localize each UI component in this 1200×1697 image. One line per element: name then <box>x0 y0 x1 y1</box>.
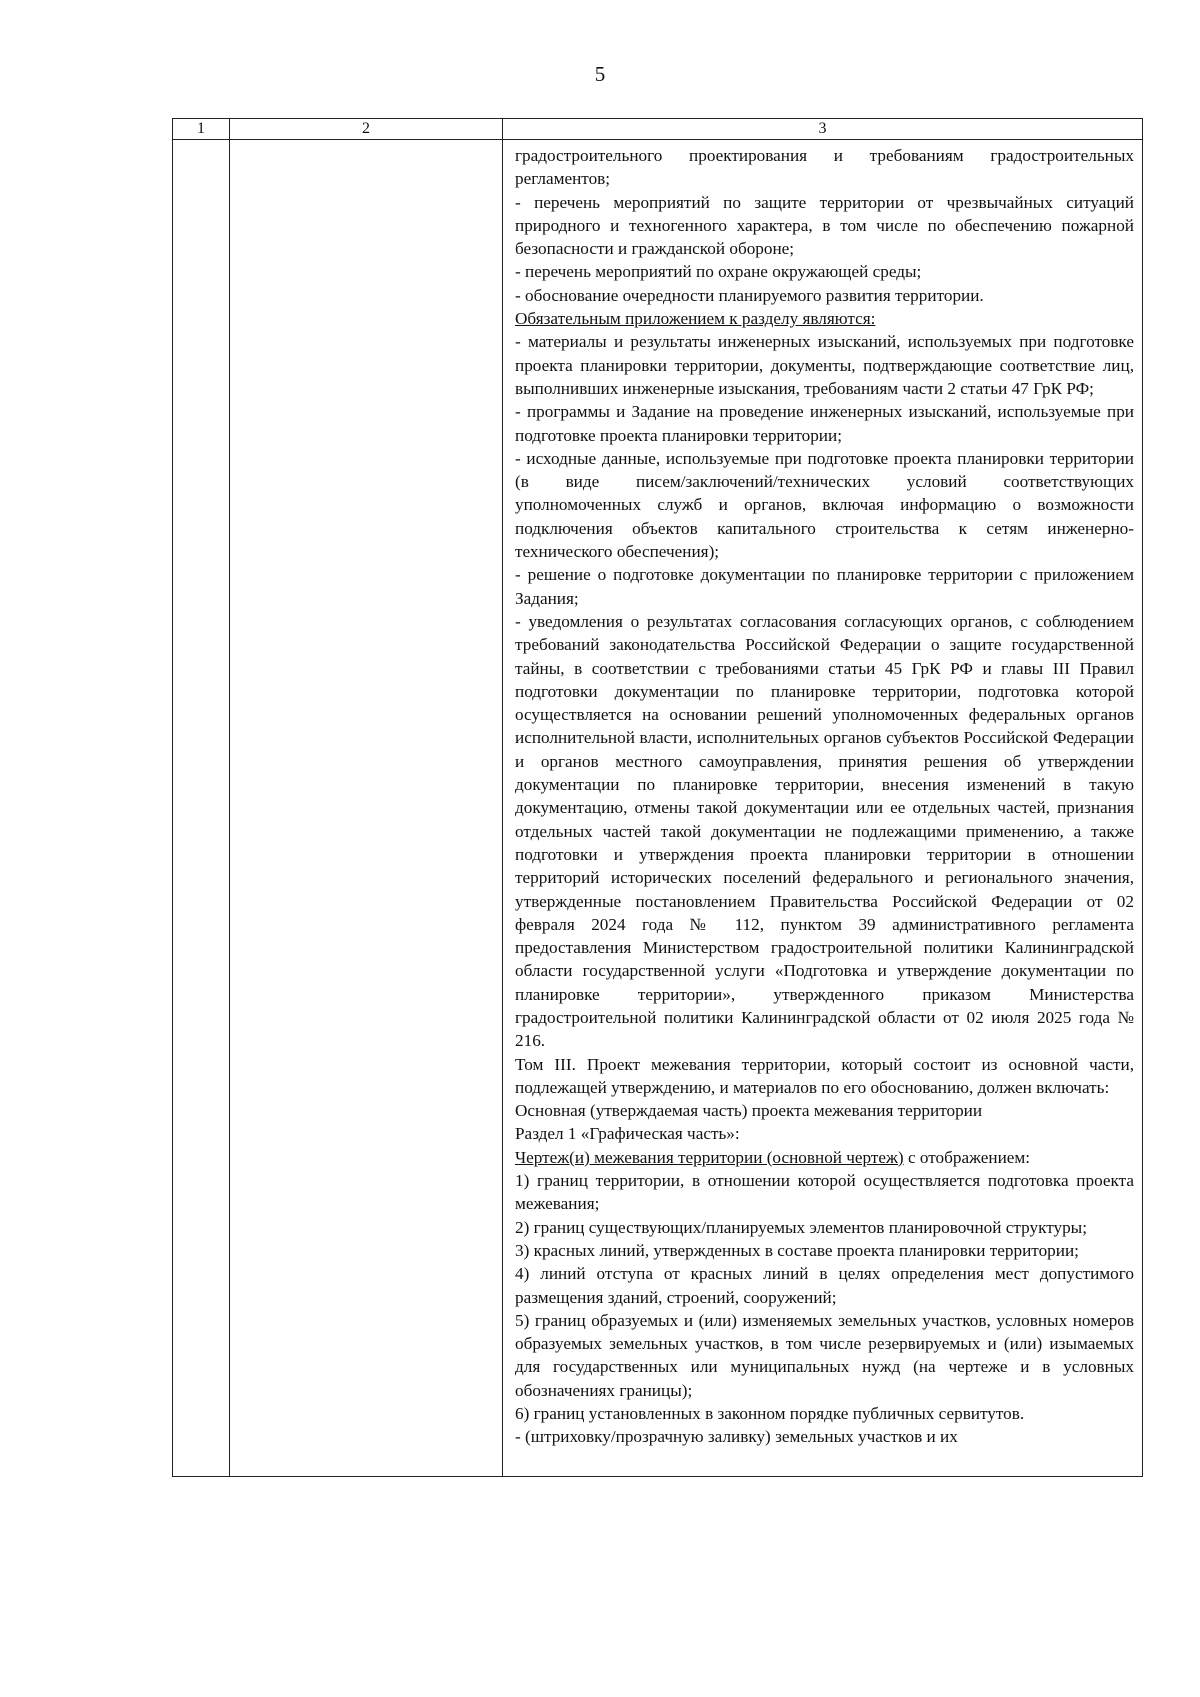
paragraph: - материалы и результаты инженерных изысканий, используемых при подготовке проекта планировки территории, документы, подтверждающие соответствие лиц, выполнивших инженерные изыскания, требованиям части 2 статьи 47 ГрК РФ; <box>515 332 1134 398</box>
document-table <box>172 118 1143 1477</box>
table-row <box>173 140 1143 1477</box>
column-3-cell <box>503 140 1143 1477</box>
paragraph: 3) красных линий, утвержденных в составе проекта планировки территории; <box>515 1240 1079 1260</box>
column-1-cell <box>173 140 230 1477</box>
underlined-span: Чертеж(и) межевания территории (основной чертеж) <box>515 1147 904 1167</box>
paragraph: - программы и Задание на проведение инженерных изысканий, используемые при подготовке проекта планировки территории; <box>515 402 1134 445</box>
paragraph-drawing-heading <box>515 1146 1134 1169</box>
page-number: 5 <box>594 62 606 86</box>
plain-span: с отображением: <box>903 1147 1031 1167</box>
paragraph: градостроительного проектирования и требованиям градостроительных регламентов; <box>515 146 1134 189</box>
column-2-cell <box>230 140 503 1477</box>
paragraph: - перечень мероприятий по охране окружающей среды; <box>515 262 922 282</box>
column-header-1: 1 <box>173 119 230 140</box>
column-header-2: 2 <box>230 119 503 140</box>
paragraph: - решение о подготовке документации по планировке территории с приложением Задания; <box>515 565 1134 608</box>
paragraph: - (штриховку/прозрачную заливку) земельных участков и их <box>515 1427 958 1447</box>
paragraph: Раздел 1 «Графическая часть»: <box>515 1124 740 1144</box>
paragraph: 6) границ установленных в законном порядке публичных сервитутов. <box>515 1404 1025 1424</box>
paragraph: - обоснование очередности планируемого развития территории. <box>515 285 984 305</box>
paragraph: - перечень мероприятий по защите территории от чрезвычайных ситуаций природного и техногенного характера, в том числе по обеспечению пожарной безопасности и гражданской обороне; <box>515 192 1134 259</box>
paragraph: 2) границ существующих/планируемых элементов планировочной структуры; <box>515 1217 1088 1237</box>
paragraph: 5) границ образуемых и (или) изменяемых земельных участков, условных номеров образуемых земельных участков, в том числе резервируемых и (или) изымаемых для государственных или муниципальных нужд (на чертеже и в условных обозначениях границы); <box>515 1310 1134 1400</box>
paragraph: - уведомления о результатах согласования согласующих органов, с соблюдением требований законодательства Российской Федерации о защите государственной тайны, в соответствии с требованиями статьи 45 ГрК РФ и главы III Правил подготовки документации по планировке территории, подготовка которой осуществляется на основании решений уполномоченных федеральных органов исполнительной власти, исполнительных органов субъектов Российской Федерации и органов местного самоуправления, принятия решения об утверждении документации по планировке территории, внесения изменений в такую документацию, отмены такой документации или ее отдельных частей, признания отдельных частей такой документации не подлежащими применению, а также подготовки и утверждения проекта планировки территории в отношении территорий исторических поселений федерального и регионального значения, утвержденные постановлением Правительства Российской Федерации от 02 февраля 2024 года № 112, пунктом 39 административного регламента предоставления Министерством градостроительной политики Калининградской области государственной услуги «Подготовка и утверждение документации по планировке территории», утвержденного приказом Министерства градостроительной политики Калининградской области от 02 июля 2025 года № 216. <box>515 611 1134 1051</box>
paragraph: Основная (утверждаемая часть) проекта межевания территории <box>515 1101 983 1121</box>
column-header-3: 3 <box>503 119 1143 140</box>
paragraph: 4) линий отступа от красных линий в целях определения мест допустимого размещения зданий, строений, сооружений; <box>515 1264 1134 1307</box>
table-header-row <box>173 119 1143 140</box>
paragraph: Том III. Проект межевания территории, который состоит из основной части, подлежащей утверждению, и материалов по его обоснованию, должен включать: <box>515 1054 1134 1097</box>
column-3-text <box>503 140 1142 1449</box>
paragraph: 1) границ территории, в отношении которой осуществляется подготовка проекта межевания; <box>515 1171 1134 1214</box>
paragraph: - исходные данные, используемые при подготовке проекта планировки территории (в виде писем/заключений/технических условий соответствующих уполномоченных служб и органов, включая информацию о возможности подключения объектов капитального строительства к сетям инженерно-технического обеспечения); <box>515 448 1134 562</box>
paragraph-underlined: Обязательным приложением к разделу являются: <box>515 309 876 329</box>
